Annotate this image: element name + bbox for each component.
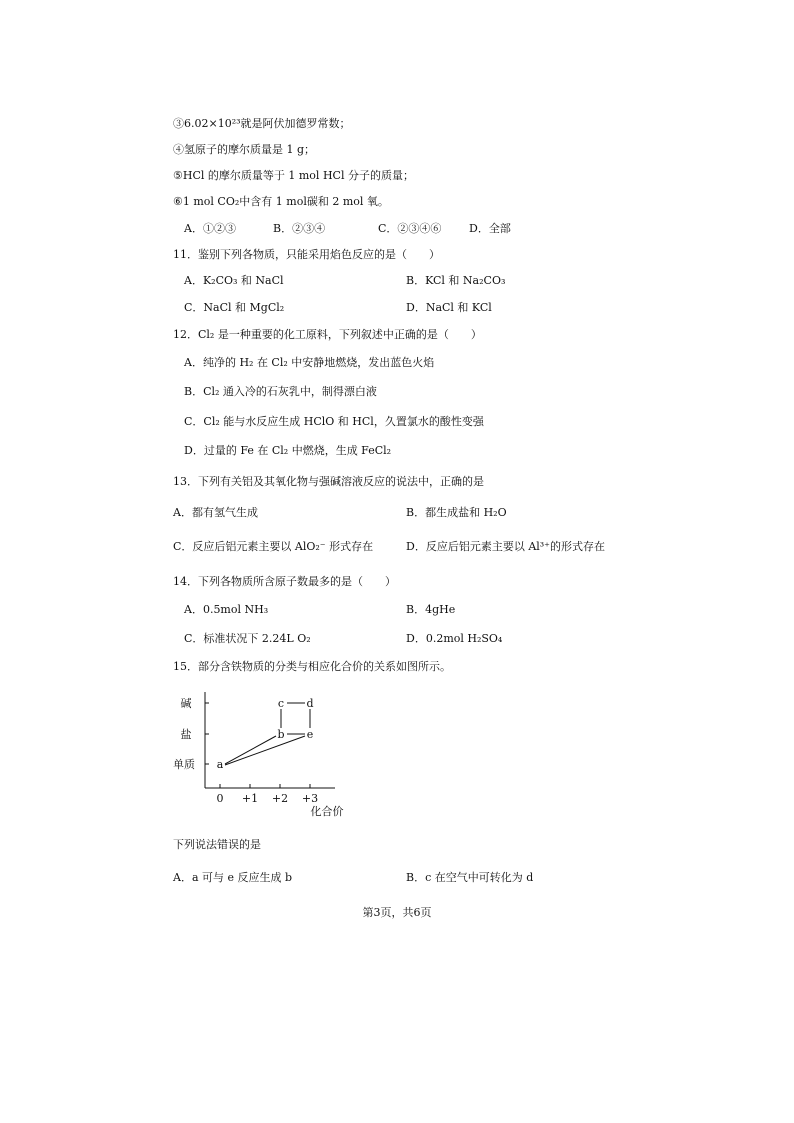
x-label-0: 0: [216, 792, 224, 805]
q12-option-a: A．纯净的 H₂ 在 Cl₂ 中安静地燃烧，发出蓝色火焰: [184, 356, 435, 369]
q15-option-a: A．a 可与 e 反应生成 b: [173, 871, 293, 884]
statement-4: ④氢原子的摩尔质量是 1 g；: [173, 143, 316, 156]
q14-stem: 14．下列各物质所含原子数最多的是（ ）: [173, 575, 396, 588]
x-label-1: +1: [241, 792, 259, 805]
page-footer: 第3页，共6页: [362, 906, 432, 919]
q13-stem: 13．下列有关铝及其氧化物与强碱溶液反应的说法中，正确的是: [173, 475, 484, 488]
q14-option-a: A．0.5mol NH₃: [184, 603, 269, 616]
q11-option-d: D．NaCl 和 KCl: [406, 301, 492, 314]
q15-option-b: B．c 在空气中可转化为 d: [406, 871, 534, 884]
q12-option-c: C．Cl₂ 能与水反应生成 HClO 和 HCl，久置氯水的酸性变强: [184, 415, 484, 428]
q13-option-a: A．都有氢气生成: [173, 506, 258, 519]
x-axis-title: 化合价: [310, 805, 344, 818]
q11-option-b: B．KCl 和 Na₂CO₃: [406, 274, 506, 287]
statement-5: ⑤HCl 的摩尔质量等于 1 mol HCl 分子的质量；: [173, 169, 414, 182]
q12-option-d: D．过量的 Fe 在 Cl₂ 中燃烧，生成 FeCl₂: [184, 444, 392, 457]
point-b: b: [277, 728, 285, 741]
statement-6: ⑥1 mol CO₂中含有 1 mol碳和 2 mol 氧。: [173, 195, 389, 208]
q14-option-d: D．0.2mol H₂SO₄: [406, 632, 503, 645]
q14-option-c: C．标准状况下 2.24L O₂: [184, 632, 311, 645]
y-label-base: 碱: [180, 697, 192, 710]
y-label-salt: 盐: [180, 728, 192, 741]
q10-option-b: B．②③④: [273, 222, 326, 235]
y-label-element: 单质: [173, 758, 195, 771]
point-c: c: [277, 697, 285, 710]
q13-option-c: C．反应后铝元素主要以 AlO₂⁻ 形式存在: [173, 540, 374, 553]
point-a: a: [216, 758, 224, 771]
x-label-3: +3: [301, 792, 319, 805]
q15-stem: 15．部分含铁物质的分类与相应化合价的关系如图所示。: [173, 660, 451, 673]
line-a-e: [225, 736, 305, 765]
x-label-2: +2: [271, 792, 289, 805]
q13-option-b: B．都生成盐和 H₂O: [406, 506, 507, 519]
q15-sub-stem: 下列说法错误的是: [173, 838, 261, 851]
q12-option-b: B．Cl₂ 通入冷的石灰乳中，制得漂白液: [184, 385, 377, 398]
q13-option-d: D．反应后铝元素主要以 Al³⁺的形式存在: [406, 540, 605, 553]
q11-option-c: C．NaCl 和 MgCl₂: [184, 301, 285, 314]
q10-option-d: D．全部: [469, 222, 511, 235]
q12-stem: 12．Cl₂ 是一种重要的化工原料，下列叙述中正确的是（ ）: [173, 328, 482, 341]
q11-option-a: A．K₂CO₃ 和 NaCl: [184, 274, 284, 287]
point-e: e: [306, 728, 314, 741]
q11-stem: 11．鉴别下列各物质，只能采用焰色反应的是（ ）: [173, 248, 440, 261]
iron-valence-diagram: [170, 688, 360, 818]
statement-3: ③6.02×10²³就是阿伏加德罗常数；: [173, 117, 351, 130]
q10-option-c: C．②③④⑥: [378, 222, 442, 235]
q14-option-b: B．4gHe: [406, 603, 456, 616]
point-d: d: [306, 697, 314, 710]
q10-option-a: A．①②③: [184, 222, 236, 235]
line-a-b: [225, 736, 276, 764]
